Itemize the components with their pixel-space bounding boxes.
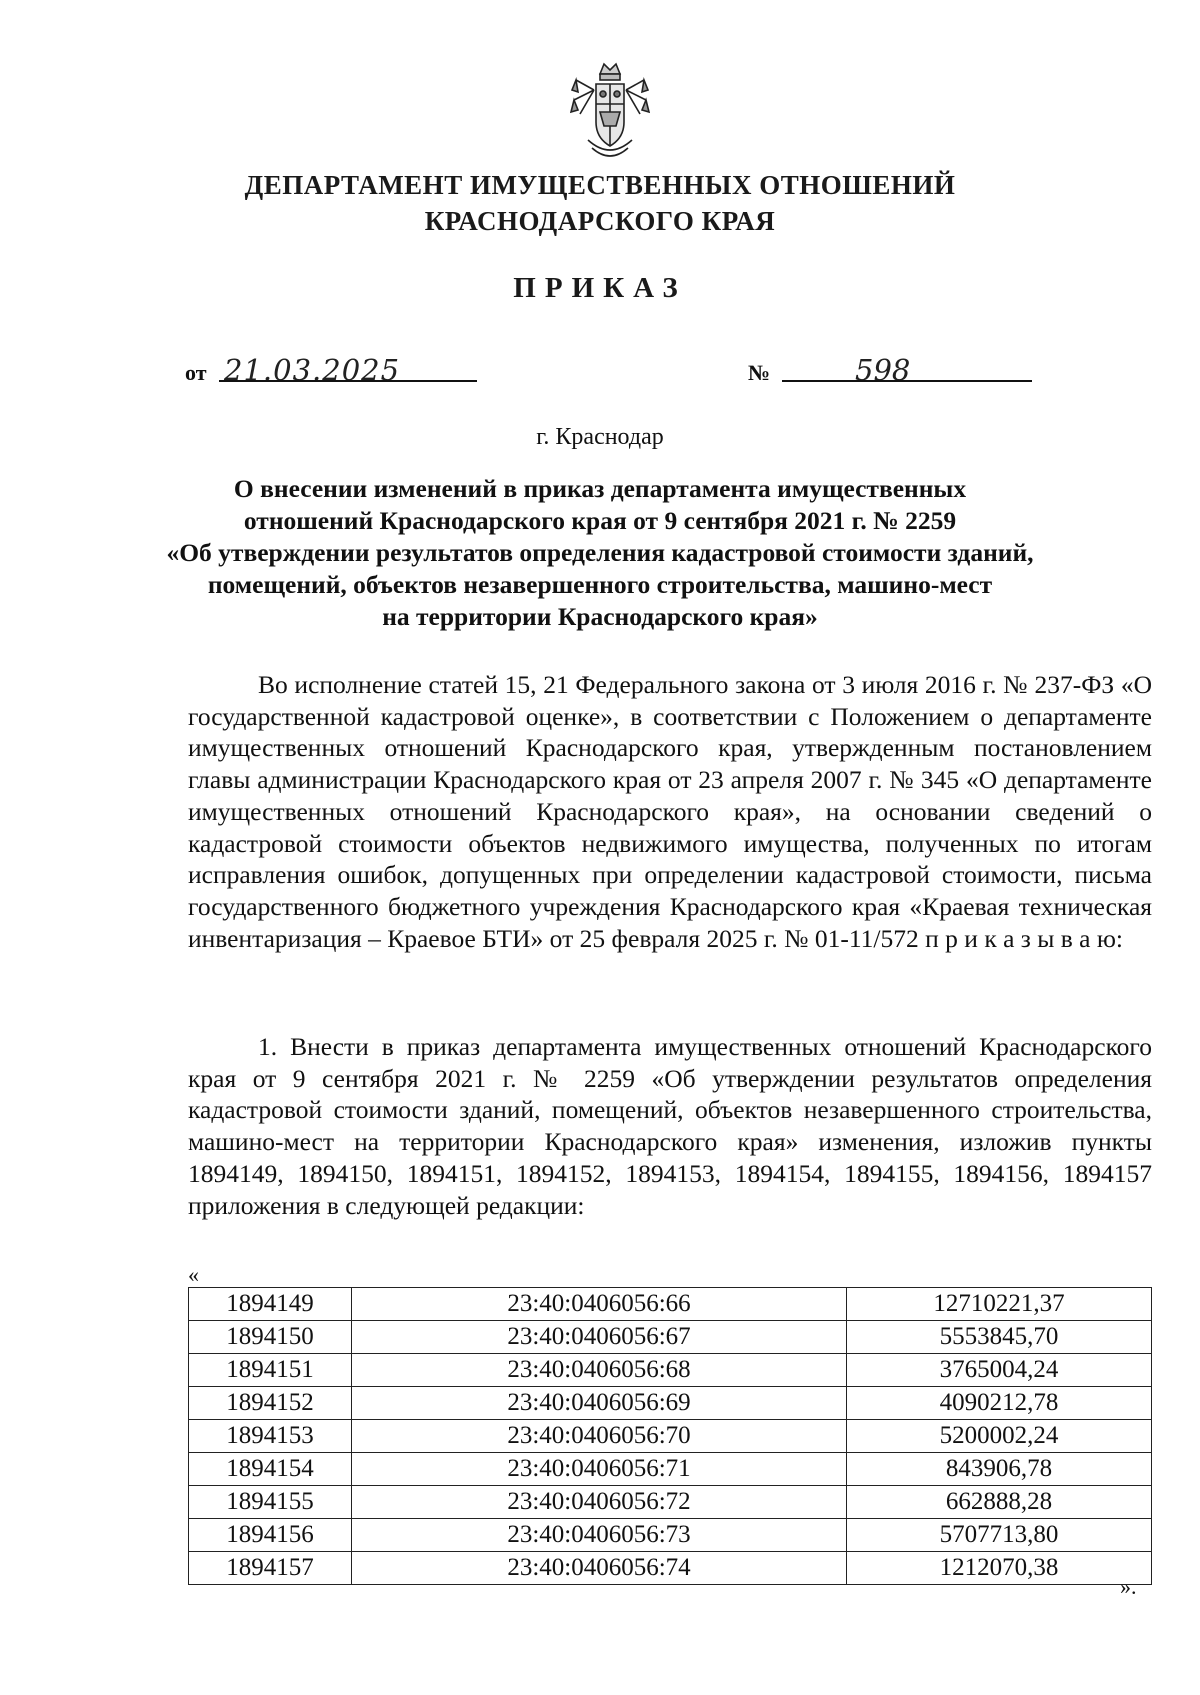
row-item-number: 1894157 — [189, 1552, 352, 1585]
quote-close: ». — [1120, 1574, 1137, 1599]
row-item-number: 1894152 — [189, 1387, 352, 1420]
number-handwritten: 598 — [855, 353, 911, 387]
row-cadastral-number: 23:40:0406056:69 — [352, 1387, 847, 1420]
row-cadastral-number: 23:40:0406056:67 — [352, 1321, 847, 1354]
table-row — [189, 1453, 1152, 1486]
row-cadastral-number: 23:40:0406056:74 — [352, 1552, 847, 1585]
row-item-number: 1894149 — [189, 1288, 352, 1321]
row-cadastral-value: 5553845,70 — [847, 1321, 1152, 1354]
row-item-number: 1894155 — [189, 1486, 352, 1519]
department-title-line1: ДЕПАРТАМЕНТ ИМУЩЕСТВЕННЫХ ОТНОШЕНИЙ — [244, 170, 956, 200]
row-cadastral-value: 4090212,78 — [847, 1387, 1152, 1420]
document-type-title: ПРИКАЗ — [513, 272, 687, 304]
row-cadastral-number: 23:40:0406056:66 — [352, 1288, 847, 1321]
row-cadastral-value: 5707713,80 — [847, 1519, 1152, 1552]
subject-line: помещений, объектов незавершенного строительства, машино-мест — [207, 570, 993, 599]
subject-line: отношений Краснодарского края от 9 сентября 2021 г. № 2259 — [243, 506, 957, 535]
date-underline — [219, 380, 477, 382]
row-cadastral-value: 843906,78 — [847, 1453, 1152, 1486]
coat-of-arms-icon — [570, 60, 650, 168]
row-cadastral-number: 23:40:0406056:70 — [352, 1420, 847, 1453]
preamble-paragraph — [188, 669, 1152, 954]
item-1-text: 1. Внести в приказ департамента имущественных отношений Краснодарского края от 9 сентября 2021 г. № 2259 «Об утверждении результатов определения кадастровой стоимости зданий, помещений, объектов незавершенного строительства, машино-мест на территории Краснодарского края» изменения, изложив пункты 1894149, 1894150, 1894151, 1894152, 1894153, 1894154, 1894155, 1894156, 1894157 приложения в следующей редакции: — [188, 1032, 1152, 1220]
order-subject — [150, 473, 1050, 633]
row-cadastral-value: 1212070,38 — [847, 1552, 1152, 1585]
row-cadastral-value: 662888,28 — [847, 1486, 1152, 1519]
table-row — [189, 1519, 1152, 1552]
row-item-number: 1894153 — [189, 1420, 352, 1453]
subject-line: «Об утверждении результатов определения кадастровой стоимости зданий, — [166, 538, 1034, 567]
number-underline — [782, 380, 1032, 382]
row-cadastral-number: 23:40:0406056:71 — [352, 1453, 847, 1486]
row-item-number: 1894151 — [189, 1354, 352, 1387]
table-row — [189, 1552, 1152, 1585]
row-cadastral-value: 12710221,37 — [847, 1288, 1152, 1321]
department-title-line2: КРАСНОДАРСКОГО КРАЯ — [424, 206, 776, 236]
table-row — [189, 1321, 1152, 1354]
date-prefix: от — [185, 360, 207, 385]
cadastral-values-table — [188, 1287, 1152, 1585]
table-row — [189, 1486, 1152, 1519]
quote-open: « — [188, 1262, 199, 1287]
table-row — [189, 1387, 1152, 1420]
table-row — [189, 1288, 1152, 1321]
item-1-paragraph — [188, 1031, 1152, 1221]
row-cadastral-value: 5200002,24 — [847, 1420, 1152, 1453]
city-line: г. Краснодар — [536, 424, 664, 450]
subject-line: на территории Краснодарского края» — [382, 602, 818, 631]
row-cadastral-value: 3765004,24 — [847, 1354, 1152, 1387]
date-handwritten: 21.03.2025 — [224, 353, 401, 387]
coat-of-arms-emblem — [570, 60, 650, 168]
row-item-number: 1894154 — [189, 1453, 352, 1486]
row-cadastral-number: 23:40:0406056:68 — [352, 1354, 847, 1387]
row-item-number: 1894156 — [189, 1519, 352, 1552]
number-prefix: № — [748, 360, 771, 385]
row-item-number: 1894150 — [189, 1321, 352, 1354]
row-cadastral-number: 23:40:0406056:72 — [352, 1486, 847, 1519]
preamble-text: Во исполнение статей 15, 21 Федерального закона от 3 июля 2016 г. № 237-ФЗ «О государственной кадастровой оценке», в соответствии с Положением о департаменте имущественных отношений Краснодарского края, утвержденным постановлением главы администрации Краснодарского края от 23 апреля 2007 г. № 345 «О департаменте имущественных отношений Краснодарского края», на основании сведений о кадастровой стоимости объектов недвижимого имущества, полученных по итогам исправления ошибок, допущенных при определении кадастровой стоимости, письма государственного бюджетного учреждения Краснодарского края «Краевая техническая инвентаризация – Краевое БТИ» от 25 февраля 2025 г. № 01-11/572 — [188, 670, 1152, 953]
order-word: п р и к а з ы в а ю: — [925, 923, 1123, 953]
table-row — [189, 1354, 1152, 1387]
table-body — [189, 1288, 1152, 1585]
row-cadastral-number: 23:40:0406056:73 — [352, 1519, 847, 1552]
subject-line: О внесении изменений в приказ департамента имущественных — [233, 474, 967, 503]
table-row — [189, 1420, 1152, 1453]
